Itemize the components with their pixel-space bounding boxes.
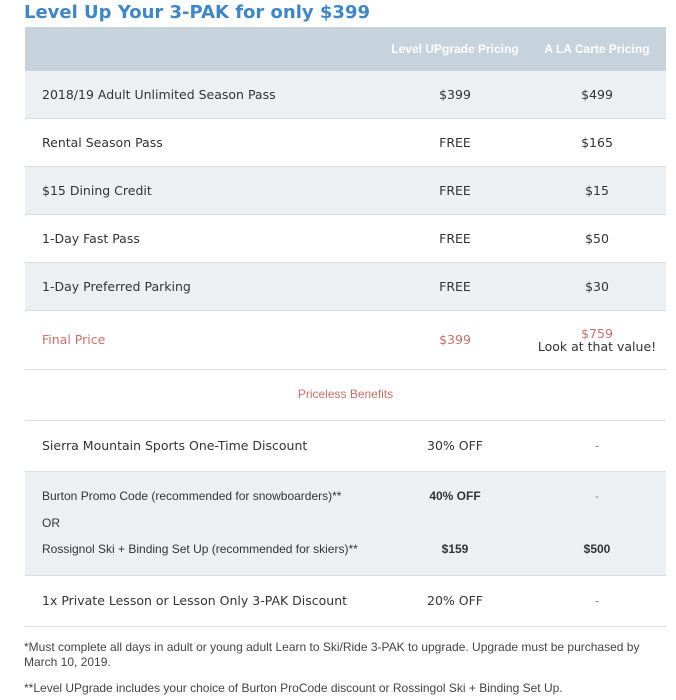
row-alacarte-price: - bbox=[594, 593, 600, 608]
row-alacarte-price: $30 bbox=[585, 279, 609, 294]
row-alacarte-price: $15 bbox=[585, 183, 609, 198]
row-alacarte-price: $499 bbox=[581, 87, 613, 102]
benefits-label: Priceless Benefits bbox=[297, 387, 394, 401]
row-item: Rental Season Pass bbox=[42, 135, 163, 150]
benefits-header-row bbox=[25, 370, 666, 421]
table-row bbox=[25, 421, 666, 472]
final-alacarte-price: $759 bbox=[581, 326, 613, 341]
row-upgrade-price: 20% OFF bbox=[427, 593, 483, 608]
table-row bbox=[25, 119, 666, 167]
row-upgrade-price: FREE bbox=[439, 279, 471, 294]
table-row bbox=[25, 71, 666, 119]
or-label: OR bbox=[42, 516, 60, 530]
table-row bbox=[25, 576, 666, 627]
burton-promo-alacarte: - bbox=[595, 489, 599, 503]
final-alacarte-note: Look at that value! bbox=[537, 339, 657, 354]
row-alacarte-price: $50 bbox=[585, 231, 609, 246]
table-header bbox=[25, 27, 666, 71]
rossignol-upgrade: $159 bbox=[441, 542, 469, 556]
footnote-1: *Must complete all days in adult or young adult Learn to Ski/Ride 3-PAK to upgrade. Upgrade must be purchased by March 10, 2019. bbox=[24, 640, 640, 669]
final-price-row bbox=[25, 311, 666, 370]
pricing-table bbox=[25, 27, 666, 627]
row-item: 1-Day Fast Pass bbox=[42, 231, 140, 246]
table-row bbox=[25, 263, 666, 311]
rossignol-alacarte: $500 bbox=[583, 542, 611, 556]
promo-row bbox=[25, 472, 666, 576]
row-item: Sierra Mountain Sports One-Time Discount bbox=[42, 438, 308, 453]
rossignol-label: Rossignol Ski + Binding Set Up (recommended for skiers)** bbox=[42, 542, 358, 556]
burton-promo-upgrade: 40% OFF bbox=[429, 489, 481, 503]
table-row bbox=[25, 215, 666, 263]
row-alacarte-price: - bbox=[594, 438, 600, 453]
page-title: Level Up Your 3-PAK for only $399 bbox=[24, 2, 370, 23]
table-row bbox=[25, 167, 666, 215]
row-item: 1-Day Preferred Parking bbox=[42, 279, 191, 294]
row-upgrade-price: FREE bbox=[439, 183, 471, 198]
header-alacarte-pricing: A LA Carte Pricing bbox=[544, 42, 650, 56]
final-price-label: Final Price bbox=[42, 332, 106, 347]
final-alacarte-cell bbox=[527, 327, 667, 353]
row-upgrade-price: FREE bbox=[439, 231, 471, 246]
row-item: 1x Private Lesson or Lesson Only 3-PAK Discount bbox=[42, 593, 348, 608]
burton-promo-label: Burton Promo Code (recommended for snowboarders)** bbox=[42, 489, 342, 503]
row-upgrade-price: 30% OFF bbox=[427, 438, 483, 453]
header-upgrade-pricing: Level UPgrade Pricing bbox=[391, 42, 519, 56]
row-item: 2018/19 Adult Unlimited Season Pass bbox=[42, 87, 276, 102]
row-upgrade-price: $399 bbox=[439, 87, 471, 102]
final-upgrade-price: $399 bbox=[439, 332, 471, 347]
row-upgrade-price: FREE bbox=[439, 135, 471, 150]
row-item: $15 Dining Credit bbox=[42, 183, 152, 198]
footnote-2: **Level UPgrade includes your choice of Burton ProCode discount or Rossingol Ski + Binding Set Up. bbox=[24, 681, 563, 695]
row-alacarte-price: $165 bbox=[581, 135, 613, 150]
